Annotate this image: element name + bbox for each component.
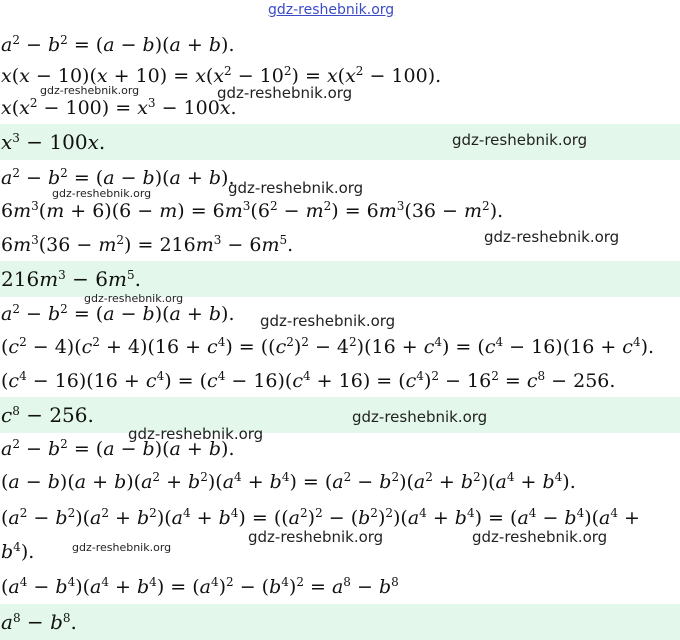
- formula-line: $b^4$).: [1, 540, 35, 563]
- formula-line: $a^2 - b^2 = (a - b)(a + b)$.: [1, 166, 235, 189]
- watermark: gdz-reshebnik.org: [52, 187, 152, 200]
- formula-line: $x(x - 10)(x + 10) = x(x^2 - 10^2) = x(x^2 - 100)$.: [1, 64, 442, 87]
- watermark: gdz-reshebnik.org: [72, 541, 172, 554]
- watermark: gdz-reshebnik.org: [84, 292, 184, 305]
- watermark: gdz-reshebnik.org: [228, 179, 364, 197]
- formula-line: $(a - b)(a + b)(a^2 + b^2)(a^4 + b^4) = (a^2 - b^2)(a^2 + b^2)(a^4 + b^4)$.: [1, 470, 576, 493]
- formula-line: $(a^2 - b^2)(a^2 + b^2)(a^4 + b^4) = ((a^2)^2 - (b^2)^2)(a^4 + b^4) = (a^4 - b^4)(a^4$ +: [1, 506, 640, 529]
- watermark-top[interactable]: gdz-reshebnik.org: [268, 2, 395, 18]
- watermark: gdz-reshebnik.org: [472, 528, 608, 546]
- answer-line: $216m^3 - 6m^5$.: [0, 261, 680, 297]
- watermark: gdz-reshebnik.org: [128, 425, 264, 443]
- answer-line: $a^8 - b^8$.: [0, 604, 680, 640]
- formula-line: $(c^4 - 16)(16 + c^4) = (c^4 - 16)(c^4 + 16) = (c^4)^2 - 16^2 = c^8 - 256$.: [1, 369, 616, 392]
- formula-line: $(c^2 - 4)(c^2 + 4)(16 + c^4) = ((c^2)^2 - 4^2)(16 + c^4) = (c^4 - 16)(16 + c^4)$.: [1, 335, 655, 358]
- watermark: gdz-reshebnik.org: [484, 228, 620, 246]
- watermark: gdz-reshebnik.org: [260, 312, 396, 330]
- formula-line: $(a^4 - b^4)(a^4 + b^4) = (a^4)^2 - (b^4)^2 = a^8 - b^8$: [1, 575, 399, 598]
- watermark: gdz-reshebnik.org: [217, 84, 353, 102]
- answer-line: $c^8 - 256$.: [0, 397, 680, 433]
- watermark: gdz-reshebnik.org: [352, 408, 488, 426]
- formula-line: $a^2 - b^2 = (a - b)(a + b)$.: [1, 437, 235, 460]
- answer-line: $x^3 - 100x$.: [0, 124, 680, 160]
- formula-line: $6m^3(36 - m^2) = 216m^3 - 6m^5$.: [1, 233, 294, 256]
- watermark: gdz-reshebnik.org: [452, 131, 588, 149]
- watermark: gdz-reshebnik.org: [40, 84, 140, 97]
- watermark: gdz-reshebnik.org: [248, 528, 384, 546]
- formula-line: $a^2 - b^2 = (a - b)(a + b)$.: [1, 33, 235, 56]
- formula-line: $6m^3(m + 6)(6 - m) = 6m^3(6^2 - m^2) = 6m^3(36 - m^2)$.: [1, 199, 504, 222]
- formula-line: $a^2 - b^2 = (a - b)(a + b)$.: [1, 302, 235, 325]
- formula-line: $x(x^2 - 100) = x^3 - 100x$.: [1, 96, 237, 119]
